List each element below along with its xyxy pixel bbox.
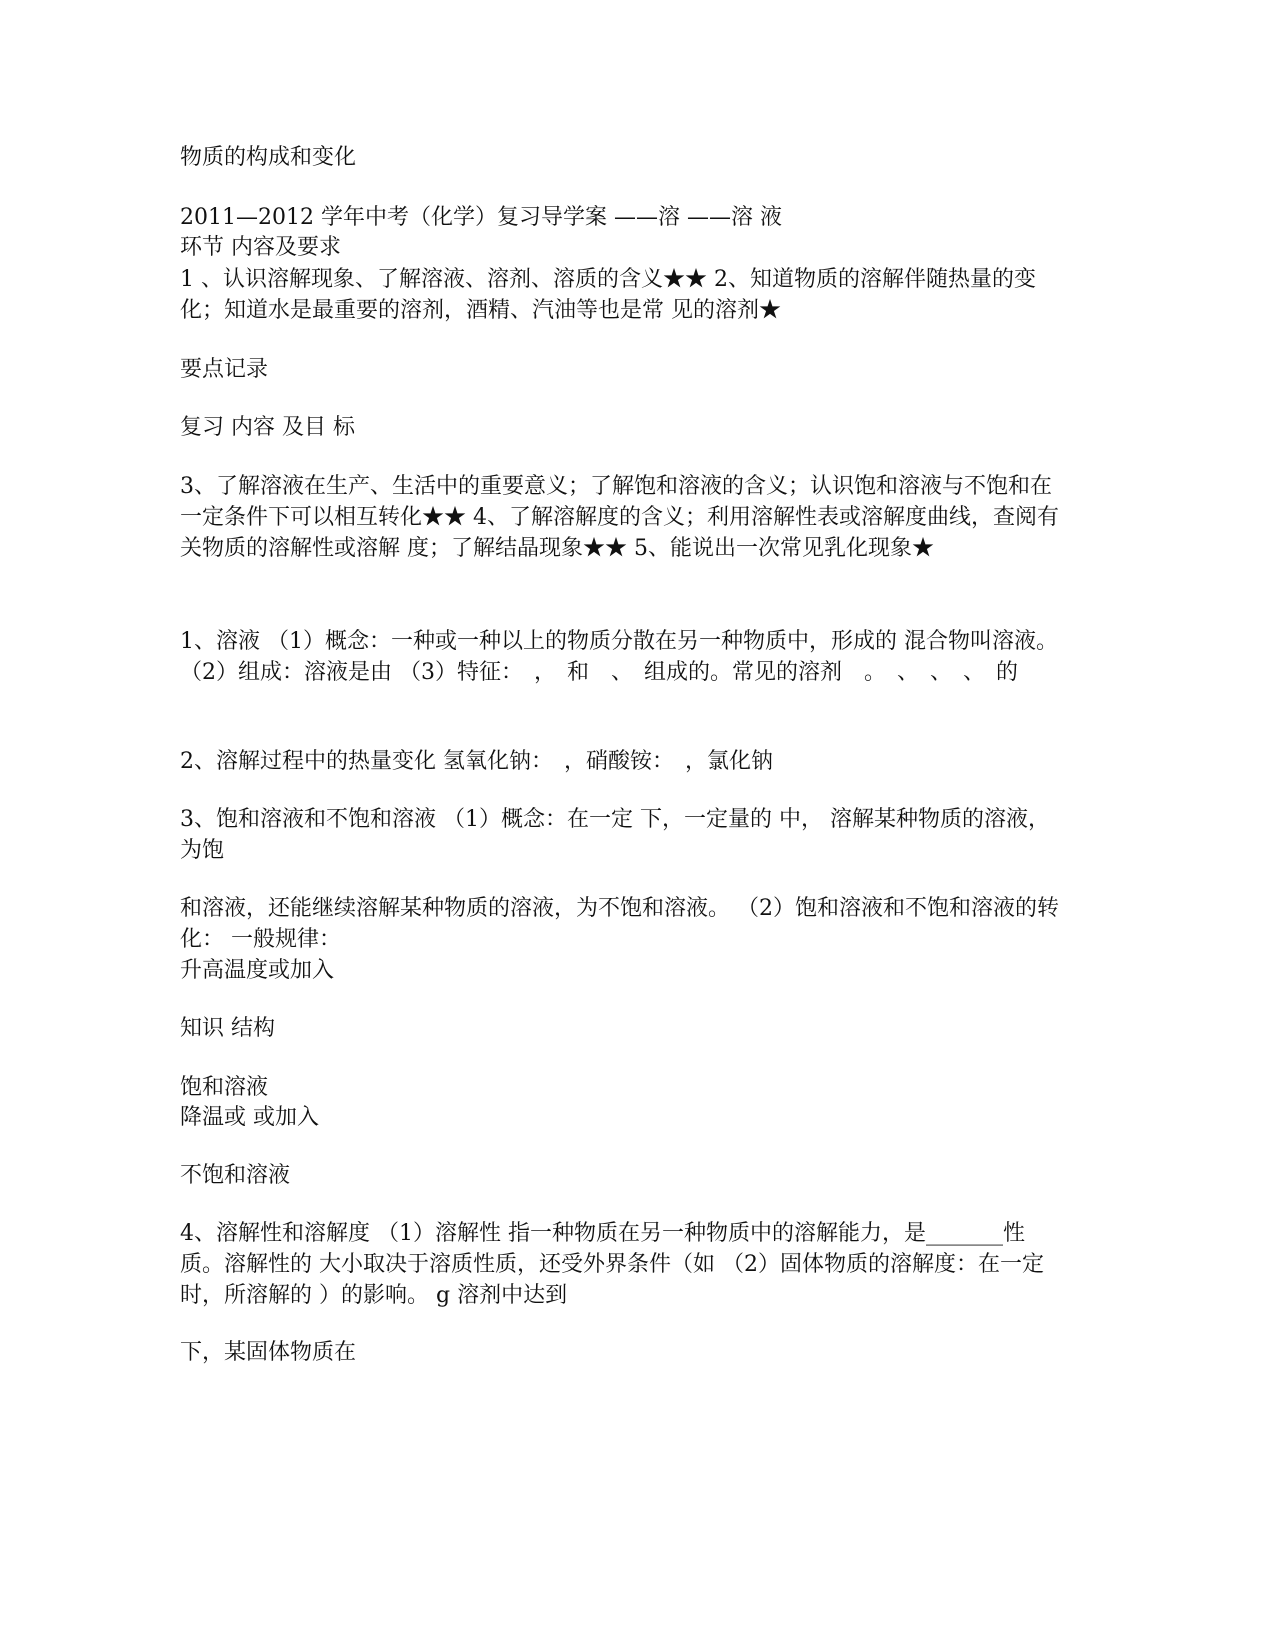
item-solubility-cont: 下，某固体物质在: [180, 1340, 357, 1365]
item-solution: 1、溶液 （1）概念：一种或一种以上的物质分散在另一种物质中，形成的 混合物叫溶液。 （2）组成：溶液是由 （3）特征： ， 和 、 组成的。常见的溶剂 。 、 、 、 的: [180, 629, 1058, 685]
section-label: 环节 内容及要求: [180, 235, 341, 260]
raise-temp-label: 升高温度或加入: [180, 958, 335, 983]
item-saturated: 3、饱和溶液和不饱和溶液 （1）概念：在一定 下，一定量的 中， 溶解某种物质的溶液，为饱: [180, 807, 1050, 863]
knowledge-label: 知识 结构: [180, 1016, 275, 1041]
review-label: 复习 内容 及目 标: [180, 415, 355, 440]
unsaturated-label: 不饱和溶液: [180, 1163, 291, 1188]
saturated-label: 饱和溶液: [180, 1075, 269, 1100]
item-heat-change: 2、溶解过程中的热量变化 氢氧化钠： ，硝酸铵： ，氯化钠: [180, 749, 773, 774]
requirements-3-5: 3、了解溶液在生产、生活中的重要意义；了解饱和溶液的含义；认识饱和溶液与不饱和在一定条件下可以相互转化★★ 4、了解溶解度的含义；利用溶解性表或溶解度曲线，查阅有关物质的溶解性或溶解 度；了解结晶现象★★ 5、能说出一次常见乳化现象★: [180, 474, 1059, 561]
lower-temp-label: 降温或 或加入: [180, 1105, 319, 1130]
item-saturated-cont: 和溶液，还能继续溶解某种物质的溶液，为不饱和溶液。 （2）饱和溶液和不饱和溶液的转化： 一般规律：: [180, 896, 1059, 952]
item-solubility: 4、溶解性和溶解度 （1）溶解性 指一种物质在另一种物质中的溶解能力，是_______性质。溶解性的 大小取决于溶质性质，还受外界条件（如 （2）固体物质的溶解度：在一定 时，所溶解的 ）的影响。 g 溶剂中达到: [180, 1221, 1044, 1308]
doc-heading: 物质的构成和变化: [180, 145, 357, 170]
notes-label: 要点记录: [180, 357, 269, 382]
requirements-1-2: 1 、认识溶解现象、了解溶液、溶剂、溶质的含义★★ 2、知道物质的溶解伴随热量的变化；知道水是最重要的溶剂，酒精、汽油等也是常 见的溶剂★: [180, 267, 1036, 323]
doc-subtitle: 2011—2012 学年中考（化学）复习导学案 ——溶 ——溶 液: [180, 205, 782, 230]
